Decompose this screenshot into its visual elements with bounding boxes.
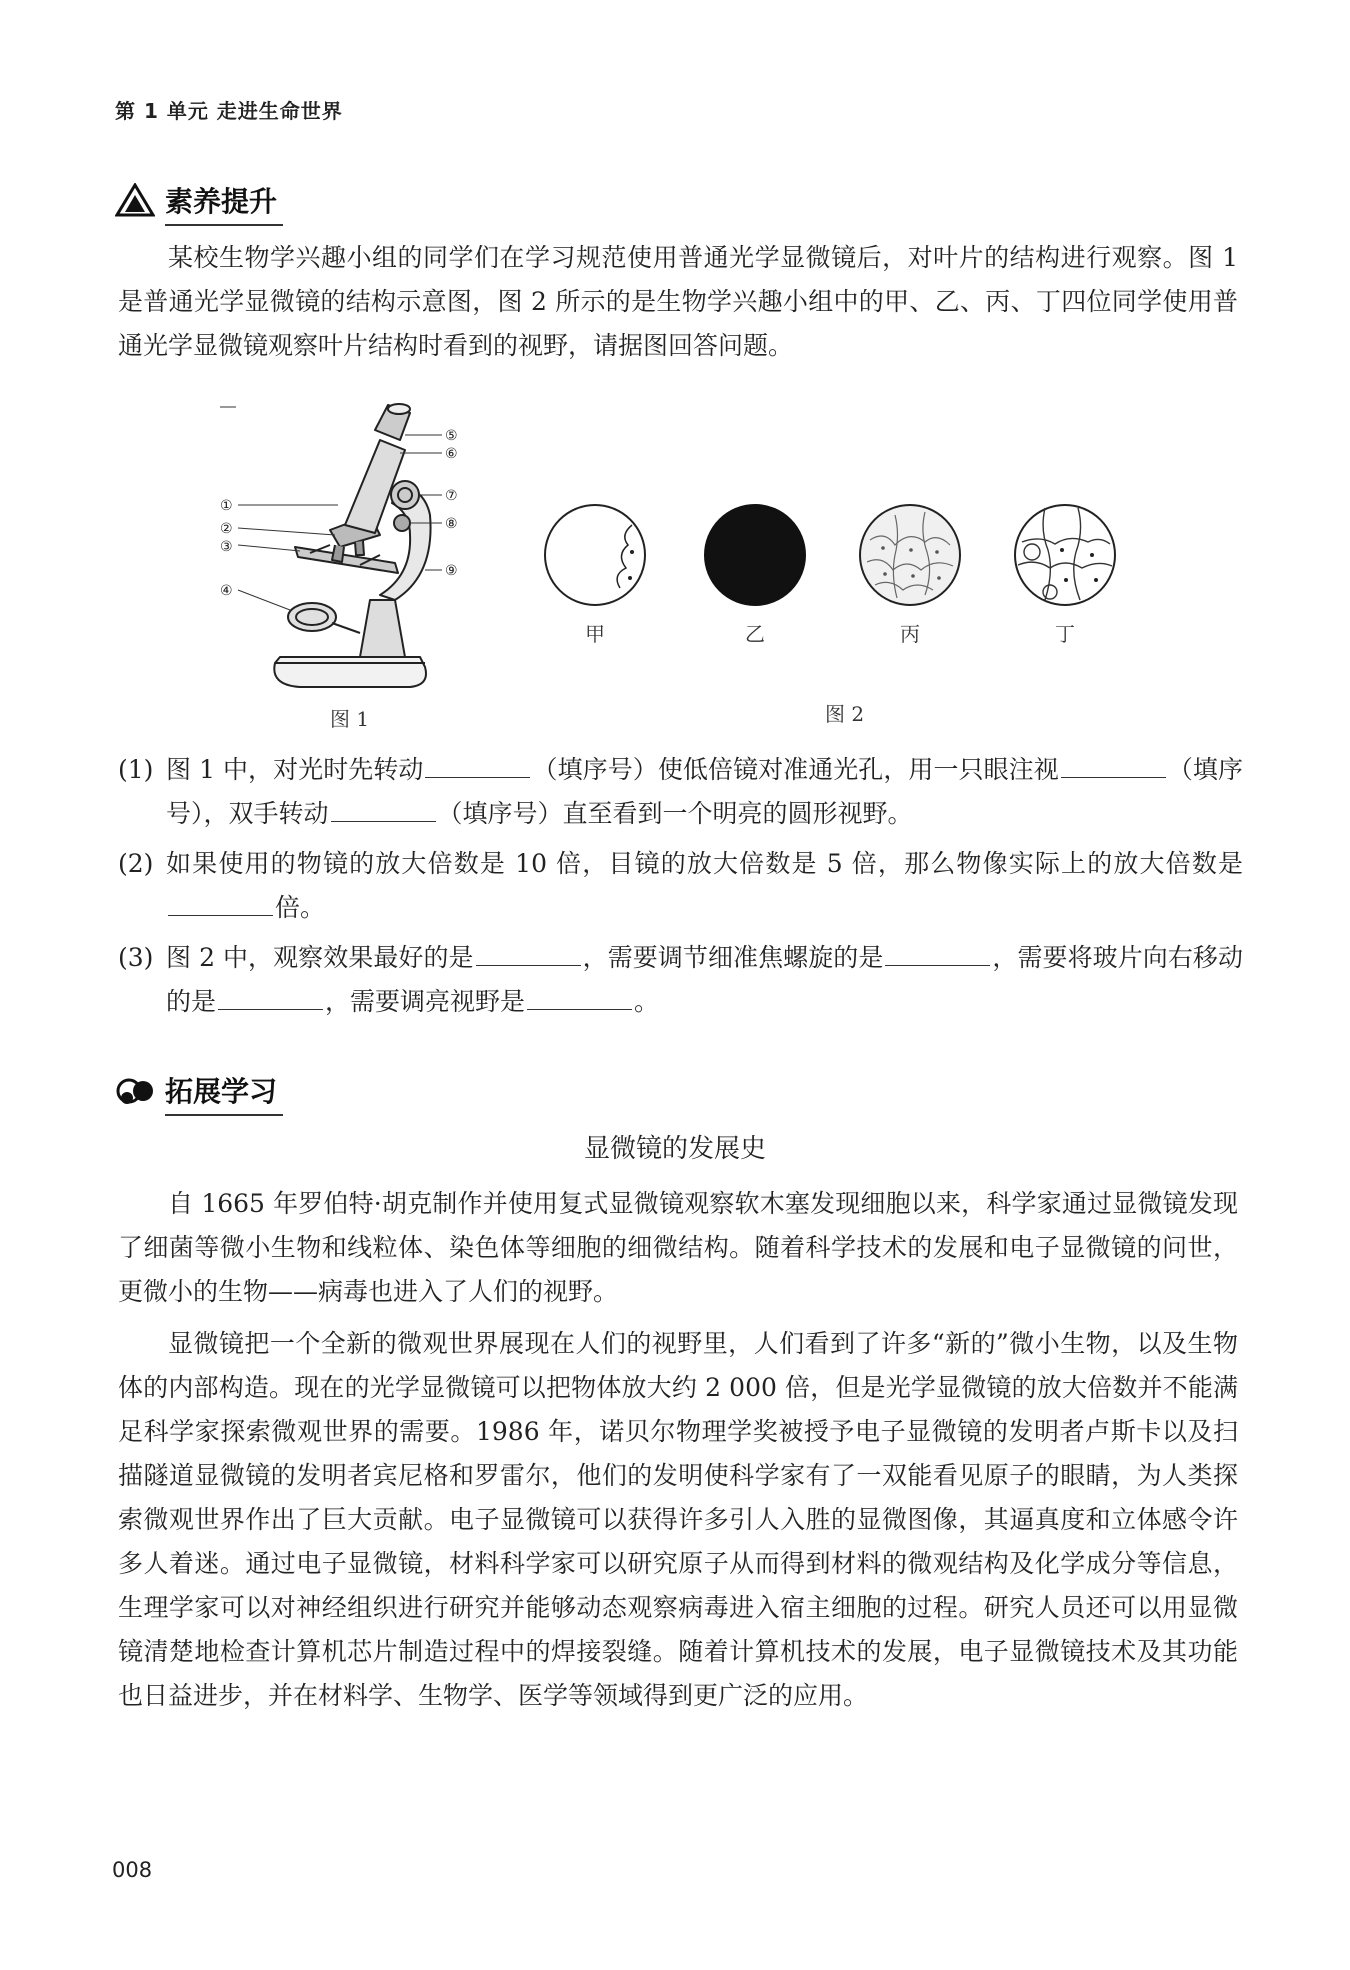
question-text: 倍。 [275,893,326,922]
label-3: ③ [220,539,233,555]
answer-blank[interactable] [885,941,990,966]
field-of-view-jia [540,500,650,610]
question-text: 如果使用的物镜的放大倍数是 10 倍，目镜的放大倍数是 5 倍，那么物像实际上的放大倍数是 [166,849,1243,878]
article-paragraph-1: 自 1665 年罗伯特·胡克制作并使用复式显微镜观察软木塞发现细胞以来，科学家通过显微镜发现了细菌等微小生物和线粒体、染色体等细胞的细微结构。随着科学技术的发展和电子显微镜的问世，更微小的生物——病毒也进入了人们的视野。 [118,1189,1238,1306]
article-title: 显微镜的发展史 [583,1134,766,1164]
answer-blank[interactable] [1061,753,1166,778]
answer-blank[interactable] [425,753,530,778]
answer-blank[interactable] [527,985,632,1010]
question-text: ，需要调亮视野是 [325,987,526,1016]
question-text: （填序号）直至看到一个明亮的圆形视野。 [437,799,913,828]
question-number: (2) [118,849,154,878]
section-heading-extended [115,1070,277,1110]
question-text: （填序号）使低倍镜对准通光孔，用一只眼注视 [532,755,1059,784]
section-title: 素养提升 [165,185,278,218]
article-paragraph-2: 显微镜把一个全新的微观世界展现在人们的视野里，人们看到了许多“新的”微小生物，以及生物体的内部构造。现在的光学显微镜可以把物体放大约 2 000 倍，但是光学显微镜的放大倍数并不能满足科学家探索微观世界的需要。1986 年，诺贝尔物理学奖被授予电子显微镜的发明者卢斯卡以及扫描隧道显微镜的发明者宾尼格和罗雷尔，他们的发明使科学家有了一双能看见原子的眼睛，为人类探索微观世界作出了巨大贡献。电子显微镜可以获得许多引人入胜的显微图像，其逼真度和立体感令许多人着迷。通过电子显微镜，材料科学家可以研究原子从而得到材料的微观结构及化学成分等信息，生理学家可以对神经组织进行研究并能够动态观察病毒进入宿主细胞的过程。研究人员还可以用显微镜清楚地检查计算机芯片制造过程中的焊接裂缝。随着计算机技术的发展，电子显微镜技术及其功能也日益进步，并在材料学、生物学、医学等领域得到更广泛的应用。 [118,1329,1238,1710]
label-5: ⑤ [445,428,458,444]
question-text: 图 1 中，对光时先转动 [166,755,424,784]
label-1: ① [220,498,233,514]
label-9: ⑨ [445,563,458,579]
section-title: 拓展学习 [165,1075,278,1108]
field-of-view-yi [700,500,810,610]
question-text: 。 [634,987,660,1016]
section-heading-literacy [115,180,277,220]
answer-blank[interactable] [331,797,436,822]
answer-blank[interactable] [476,941,581,966]
question-3 [118,936,1243,1024]
question-text: ，需要将玻片向右移动的是 [166,943,1243,1016]
figure1-caption: 图 1 [330,707,370,731]
running-title: 第 1 单元 走进生命世界 [115,99,343,123]
label-6: ⑥ [445,446,458,462]
question-2 [118,842,1243,930]
question-1 [118,748,1243,836]
field-of-view-ding [1010,500,1120,610]
figure2-caption: 图 2 [825,702,865,726]
heading-underline [165,224,283,226]
label-4: ④ [220,583,233,599]
answer-blank[interactable] [218,985,323,1010]
field-yi [700,500,810,646]
triangle-icon [115,183,155,217]
microscope-diagram [220,395,490,695]
question-number: (1) [118,755,154,784]
field-bing [855,500,965,646]
question-text: 图 2 中，观察效果最好的是 [166,943,474,972]
magnifier-icon [115,1073,155,1107]
label-7: ⑦ [445,488,458,504]
intro-paragraph: 某校生物学兴趣小组的同学们在学习规范使用普通光学显微镜后，对叶片的结构进行观察。图 1 是普通光学显微镜的结构示意图，图 2 所示的是生物学兴趣小组中的甲、乙、丙、丁四位同学使用普通光学显微镜观察叶片结构时看到的视野，请据图回答问题。 [118,243,1238,360]
page-number: 008 [112,1858,153,1882]
field-of-view-bing [855,500,965,610]
question-text: （填序号），双手转动 [166,755,1243,828]
field-label-yi: 乙 [745,622,765,646]
field-label-ding: 丁 [1055,622,1075,646]
label-2: ② [220,521,233,537]
answer-blank[interactable] [168,891,273,916]
field-label-jia: 甲 [585,622,605,646]
question-number: (3) [118,943,154,972]
field-ding [1010,500,1120,646]
question-text: ，需要调节细准焦螺旋的是 [582,943,884,972]
label-8: ⑧ [445,516,458,532]
heading-underline [165,1114,283,1116]
field-jia [540,500,650,646]
field-label-bing: 丙 [900,622,920,646]
figure-area [220,395,1260,735]
